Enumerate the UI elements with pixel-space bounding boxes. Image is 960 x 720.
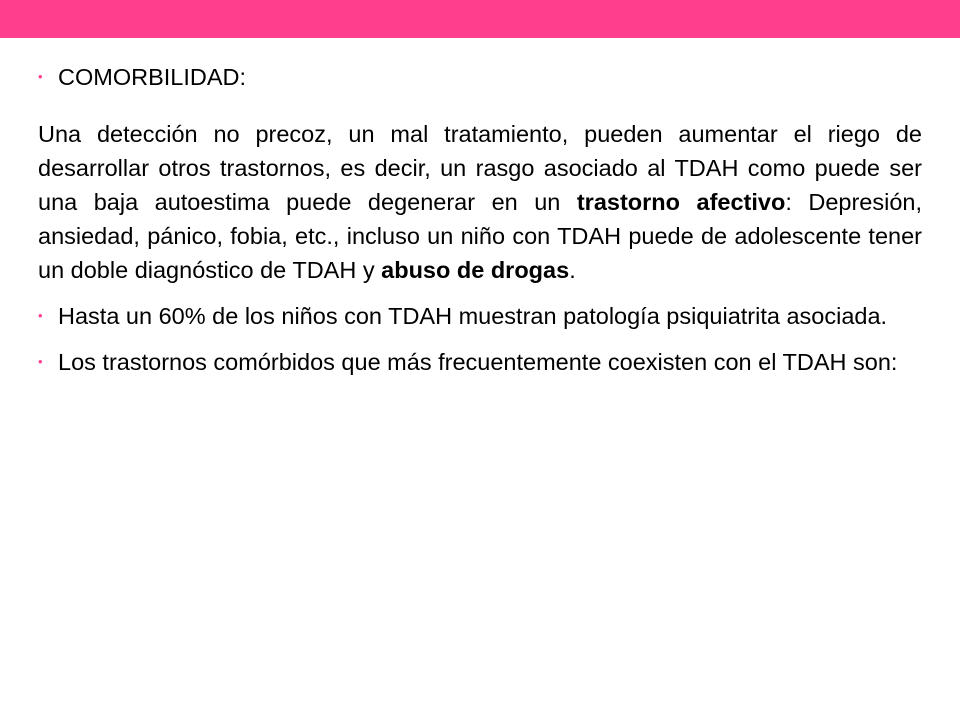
paragraph-bold-1: trastorno afectivo (576, 189, 786, 215)
paragraph-text-1: Una detección no precoz, un mal tratamiento, pueden aumentar el riego de desarrollar otros trastornos, es decir, un rasgo asociado al TDAH como puede ser una baja autoestima puede degenerar en un (38, 121, 922, 215)
paragraph-text-2: : Depresión, ansiedad, pánico, fobia, etc., incluso un niño con TDAH puede de adolescente tener un doble diagnóstico de TDAH y (38, 189, 923, 283)
list-item-text: Los trastornos comórbidos que más frecuentemente coexisten con el TDAH son: (58, 349, 898, 375)
paragraph-text-3: . (569, 257, 576, 283)
bullet-icon: • (38, 69, 43, 84)
slide-heading: COMORBILIDAD: (58, 64, 247, 90)
list-item-text: Hasta un 60% de los niños con TDAH muestran patología psiquiatrita asociada. (58, 303, 888, 329)
list-item (38, 299, 922, 333)
top-accent-bar (0, 0, 960, 38)
bullet-icon: • (38, 354, 43, 369)
bullet-icon: • (38, 308, 43, 323)
paragraph-bold-2: abuso de drogas (381, 257, 570, 283)
list-item (38, 345, 922, 379)
body-paragraph (38, 117, 922, 287)
heading-bullet-item (38, 60, 922, 94)
slide-content (38, 60, 922, 391)
